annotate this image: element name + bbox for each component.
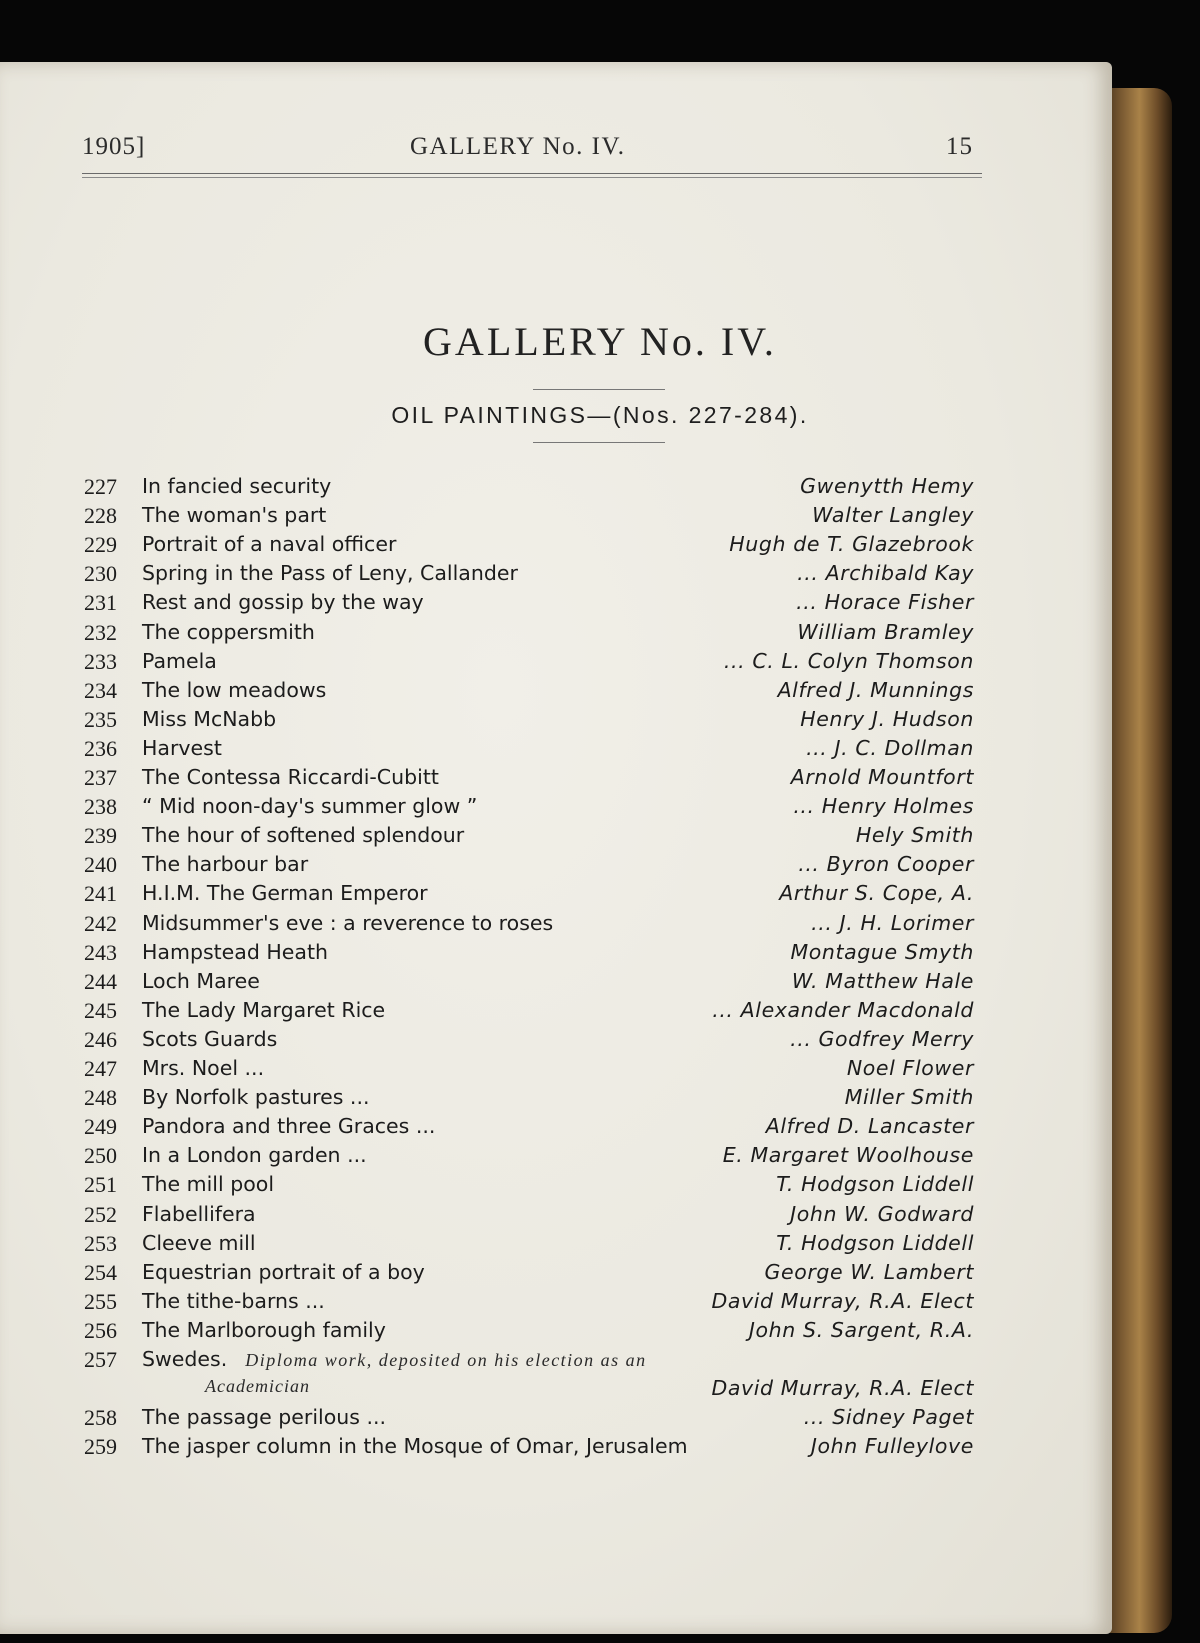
entry-artist: T. Hodgson Liddell <box>776 1172 974 1197</box>
entry-number: 228 <box>84 503 117 529</box>
entry-title <box>142 1318 386 1342</box>
entry-title <box>142 940 328 964</box>
entry-artist: Arnold Mountfort <box>790 765 974 789</box>
catalogue-entry <box>84 736 974 765</box>
entry-artist: George W. Lambert <box>764 1259 974 1284</box>
entry-title <box>142 678 326 702</box>
entry-artist: Walter Langley <box>812 503 974 528</box>
entry-title-text: Pandora and three Graces ... <box>142 1114 436 1139</box>
catalogue-entry <box>84 1347 974 1376</box>
entry-title <box>142 1289 325 1313</box>
entry-title-text: Loch Maree <box>142 968 260 993</box>
entry-number: 234 <box>84 677 117 703</box>
entry-title <box>142 707 276 731</box>
catalogue-entry <box>84 969 974 998</box>
catalogue-entry <box>84 940 974 969</box>
entry-title-text: H.I.M. The German Emperor <box>142 881 428 906</box>
entry-number: 229 <box>84 532 117 558</box>
entry-title <box>142 561 518 585</box>
catalogue-entry <box>84 1114 974 1143</box>
entry-number: 252 <box>84 1201 117 1227</box>
entry-title <box>142 649 217 673</box>
catalogue-entry <box>84 561 974 590</box>
section-heading: OIL PAINTINGS—(Nos. 227-284). <box>391 402 809 428</box>
entry-title <box>142 1405 386 1429</box>
entry-artist: John S. Sargent, R.A. <box>748 1317 974 1342</box>
entry-title-text: In fancied security <box>142 474 332 498</box>
entry-title <box>142 503 326 527</box>
catalogue-entry <box>84 1289 974 1318</box>
entry-artist: ... J. C. Dollman <box>806 735 974 760</box>
entry-artist: ... Archibald Kay <box>797 561 974 586</box>
entry-artist: W. Matthew Hale <box>791 968 974 993</box>
entry-title-text: Pamela <box>142 648 217 673</box>
entry-number: 253 <box>84 1230 117 1256</box>
entry-title <box>142 765 439 789</box>
catalogue-entry <box>84 1172 974 1201</box>
entry-title-text: The Lady Margaret Rice <box>142 997 386 1022</box>
catalogue-entry <box>84 1318 974 1347</box>
catalogue-entry <box>84 794 974 823</box>
catalogue-entry <box>84 678 974 707</box>
entry-number: 247 <box>84 1056 117 1081</box>
entry-artist: John Fulleylove <box>810 1434 974 1459</box>
entry-title-text: Cleeve mill <box>142 1230 256 1255</box>
entry-artist: ... Byron Cooper <box>798 852 974 877</box>
section-rule <box>533 442 665 443</box>
entry-number: 251 <box>84 1172 117 1198</box>
entry-title-text: Harvest <box>142 735 222 760</box>
entry-artist: ... J. H. Lorimer <box>811 910 974 935</box>
catalogue-entry <box>84 503 974 532</box>
entry-number: 232 <box>84 619 117 645</box>
entry-title-text: The coppersmith <box>142 619 315 644</box>
entry-title <box>142 1434 688 1458</box>
entry-title <box>142 1056 264 1080</box>
entry-artist: ... Sidney Paget <box>803 1405 974 1430</box>
entry-number: 238 <box>84 794 117 820</box>
catalogue-entry <box>84 1231 974 1260</box>
entry-number: 241 <box>84 881 117 907</box>
entry-title <box>142 794 477 818</box>
catalogue-entry <box>84 1085 974 1114</box>
entry-title-text: The tithe-barns ... <box>142 1288 325 1313</box>
header-rule <box>82 173 982 174</box>
entry-title-text: By Norfolk pastures ... <box>142 1085 370 1110</box>
entry-title-text: Midsummer's eve : a reverence to roses <box>142 910 554 935</box>
entry-title-text: The jasper column in the Mosque of Omar, Jerusalem <box>142 1434 688 1459</box>
entry-title-text: Equestrian portrait of a boy <box>142 1259 425 1284</box>
gallery-title: GALLERY No. IV. <box>423 319 777 364</box>
catalogue-entry <box>84 1405 974 1434</box>
entry-number: 230 <box>84 561 117 587</box>
entry-title <box>142 852 308 876</box>
running-head-title: GALLERY No. IV. <box>410 133 626 160</box>
entry-title-text: Rest and gossip by the way <box>142 590 424 615</box>
entry-artist: ... Horace Fisher <box>796 590 974 615</box>
entry-artist: Gwenytth Hemy <box>800 474 974 498</box>
entry-title <box>142 1143 367 1167</box>
entry-title-text: Swedes. <box>142 1347 228 1371</box>
entry-title-text: Mrs. Noel ... <box>142 1056 265 1080</box>
entry-title <box>142 1027 277 1051</box>
entry-number: 240 <box>84 852 117 878</box>
entry-continuation-text: Academician <box>205 1376 310 1397</box>
catalogue-entry <box>84 532 974 561</box>
entry-number: 235 <box>84 706 117 732</box>
entry-artist: ... Alexander Macdonald <box>712 997 974 1022</box>
entry-number: 246 <box>84 1026 117 1052</box>
entry-title <box>142 881 428 905</box>
entry-artist: Alfred D. Lancaster <box>765 1114 974 1139</box>
entry-artist: William Bramley <box>797 619 974 644</box>
entry-artist: Hugh de T. Glazebrook <box>729 532 974 557</box>
header-rule-double <box>82 177 982 178</box>
entry-title-text: “ Mid noon-day's summer glow ” <box>142 794 478 819</box>
entry-title-text: The passage perilous ... <box>142 1405 387 1430</box>
entry-artist: T. Hodgson Liddell <box>776 1230 974 1255</box>
entry-title-text: The hour of softened splendour <box>142 823 465 848</box>
entry-number: 231 <box>84 590 117 616</box>
catalogue-entry <box>84 649 974 678</box>
entry-title <box>142 620 315 644</box>
entry-number: 258 <box>84 1405 117 1431</box>
catalogue-entry <box>84 998 974 1027</box>
catalogue-entry <box>84 823 974 852</box>
entry-title <box>142 1347 647 1371</box>
entry-title <box>142 1231 256 1255</box>
entry-title-text: In a London garden ... <box>142 1143 367 1168</box>
entry-title-text: The Contessa Riccardi-Cubitt <box>142 765 439 789</box>
catalogue-entry <box>84 765 974 794</box>
entry-title-text: The Marlborough family <box>142 1317 386 1342</box>
entry-artist: E. Margaret Woolhouse <box>722 1143 974 1168</box>
entry-number: 239 <box>84 823 117 849</box>
catalogue-entry <box>84 1434 974 1463</box>
entry-title <box>142 1202 256 1226</box>
entry-title-text: Portrait of a naval officer <box>142 532 397 557</box>
entry-artist: ... Godfrey Merry <box>790 1026 974 1051</box>
entry-title-text: The low meadows <box>142 677 327 702</box>
entry-title <box>142 823 464 847</box>
entry-number: 227 <box>84 474 117 499</box>
catalogue-entry <box>84 852 974 881</box>
entry-number: 244 <box>84 968 117 994</box>
entry-title <box>142 532 396 556</box>
entry-note: Diploma work, deposited on his election as an <box>245 1350 647 1370</box>
catalogue-entry <box>84 1027 974 1056</box>
entry-title-text: Scots Guards <box>142 1026 278 1051</box>
entry-artist: Montague Smyth <box>790 939 974 964</box>
entry-title-text: The mill pool <box>142 1172 275 1197</box>
entry-artist: Hely Smith <box>855 823 974 848</box>
entry-title <box>142 1172 274 1196</box>
entry-artist: Arthur S. Cope, A. <box>779 881 974 906</box>
entry-title <box>142 1085 369 1109</box>
entry-number: 233 <box>84 648 117 674</box>
entry-title-text: Flabellifera <box>142 1201 256 1226</box>
page-number: 15 <box>946 133 973 160</box>
entry-title-text: The harbour bar <box>142 852 309 877</box>
entry-title <box>142 911 553 935</box>
entry-artist: John W. Godward <box>790 1201 974 1226</box>
entry-title <box>142 736 222 760</box>
entry-artist: ... C. L. Colyn Thomson <box>723 648 974 673</box>
catalogue-entry <box>84 911 974 940</box>
entry-number: 243 <box>84 939 117 965</box>
entry-number: 259 <box>84 1434 117 1460</box>
catalogue-entry <box>84 707 974 736</box>
running-head-year: 1905] <box>82 133 146 160</box>
catalogue-entry <box>84 620 974 649</box>
entry-number: 245 <box>84 997 117 1023</box>
entry-number: 257 <box>84 1347 117 1372</box>
entry-number: 255 <box>84 1288 117 1314</box>
entry-title-text: Miss McNabb <box>142 706 277 731</box>
entry-title-text: The woman's part <box>142 503 327 528</box>
entry-artist: David Murray, R.A. Elect <box>711 1376 974 1401</box>
entry-title-text: Spring in the Pass of Leny, Callander <box>142 561 518 586</box>
title-rule <box>533 389 665 390</box>
entry-number: 236 <box>84 735 117 761</box>
catalogue-entry <box>84 1202 974 1231</box>
entry-title <box>142 1260 425 1284</box>
entry-title <box>142 1114 435 1138</box>
entry-artist: ... Henry Holmes <box>793 794 974 819</box>
entry-artist: Noel Flower <box>846 1056 974 1080</box>
entry-number: 248 <box>84 1085 117 1111</box>
entry-artist: Miller Smith <box>844 1085 974 1110</box>
entry-number: 249 <box>84 1114 117 1140</box>
catalogue-entry <box>84 1260 974 1289</box>
entry-title-text: Hampstead Heath <box>142 939 329 964</box>
entry-title <box>142 590 424 614</box>
entry-title <box>142 969 260 993</box>
catalogue-entry <box>84 881 974 910</box>
entry-title <box>142 998 385 1022</box>
entry-number: 237 <box>84 765 117 790</box>
catalogue-entry <box>84 474 974 503</box>
catalogue-entry <box>84 1056 974 1085</box>
entry-title <box>142 474 331 498</box>
entry-number: 250 <box>84 1143 117 1169</box>
entry-artist: Henry J. Hudson <box>800 706 974 731</box>
entry-artist: David Murray, R.A. Elect <box>711 1288 974 1313</box>
entry-artist: Alfred J. Munnings <box>777 677 974 702</box>
catalogue-entry-continuation <box>205 1376 974 1405</box>
catalogue-entry <box>84 1143 974 1172</box>
entry-number: 256 <box>84 1317 117 1343</box>
entry-number: 242 <box>84 910 117 936</box>
catalogue-entry <box>84 590 974 619</box>
entry-number: 254 <box>84 1259 117 1285</box>
